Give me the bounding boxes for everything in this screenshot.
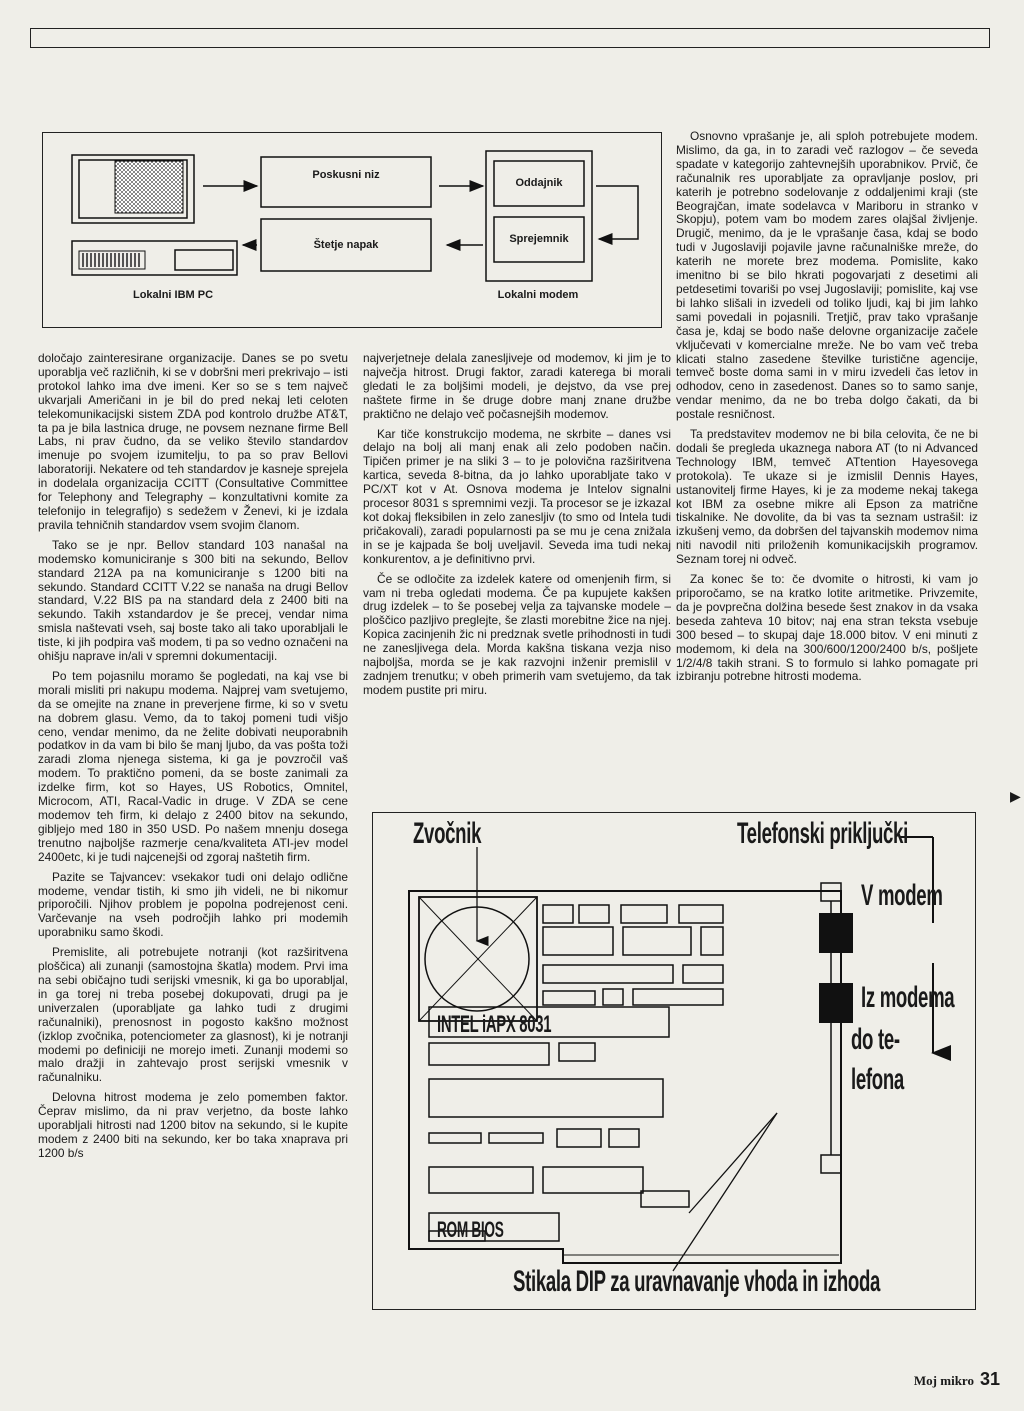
magazine-name: Moj mikro xyxy=(913,1373,974,1388)
paragraph: določajo zainteresirane organizacije. Danes se po svetu uporablja več različnih, ki se v dobršni meri prekrivajo – isti protokol lahko ima dve imeni. Ker so se s tem največ ukvarjali Američani in je bil do pred nekaj leti celoten telekomunikacijski sistem ZDA pod kontrolo družbe AT&T, ta pa je bila lastnica druge, ne povsem neznane firme Bell Labs, ni prav čudno, da se veliko število standardov imenuje po svojem izumitelju, to pa so prav Bellovi laboratoriji. Nekatere od teh standardov je kasneje sprejela in dodelala organizacija CCITT (Consultative Committee for Telephony and Telegraphy – konzultativni komite za telefonijo in telegrafijo) s sedežem v Ženevi, ki je izdala pravila tehničnih standardov vsem svojim članom. xyxy=(38,351,348,532)
error-counter-label: Štetje napak xyxy=(313,239,379,251)
paragraph: Če se odločite za izdelek katere od omenjenih firm, si vam ni treba ogledati modema. Če pa kupujete kakšen drug izdelek – to še posebej velja za tajvanske modele – ploščico pazljivo preglejte, še zlasti morebitne žice na njej. Kopica zacinjenih žic ni predznak svetle prihodnosti in tudi ne zanesljivega dela. Morda kakšna tiskana vezja niso najboljša, morda se je kak razvojni inženir premislil v zadnjem trenutku; v obeh primerih vam svetujemo, da tak modem pustite pri miru. xyxy=(363,571,671,697)
page-number: 31 xyxy=(979,1369,1000,1389)
test-loop-label: Poskusni niz xyxy=(312,169,380,181)
cpu-chip-label: INTEL iAPX 8031 xyxy=(437,1011,552,1038)
paragraph: Po tem pojasnilu moramo še pogledati, na kaj vse bi morali misliti pri nakupu modema. Najprej vam svetujemo, da se omejite na znane in preverjene firme, ki so v svetu na dobrem glasu. Vemo, da to takoj pomeni tudi višjo ceno, vendar menimo, da ne želite dobivati neuporabnih podatkov in da vam bi bilo še manj ljubo, da vas pošta toži zaradi zloma njenega sistema, ki ga je povzročil vaš modem. To praktično pomeni, da se boste zanimali za izdelke firm, kot so Hayes, US Robotics, Omnitel, Microcom, ATI, Racal-Vadic in druge. V ZDA se cene modemov teh firm, ki delajo z 2400 bitov na sekundo, gibljejo med 180 in 350 USD. Po našem mnenju dosega trenutno najboljše razmerje cena/kvaliteta ATI-jev model 2400etc, ki je tudi najcenejši od zgoraj naštetih firm. xyxy=(38,668,348,864)
from-modem-label-line2: do te- xyxy=(851,1023,900,1056)
paragraph: Osnovno vprašanje je, ali sploh potrebujete modem. Mislimo, da ga, in to zaradi več razlogov – če seveda spadate v kategorijo zahtevnejših uporabnikov. Prvič, če računalnik res uporabljate za opravljanje poslov, pri katerih je potrebno sodelovanje z oddaljenimi kraji (ste Beograjčan, imate sodelavca v Mariboru in stranko v Skopju), potem vam bo modem zares olajšal življenje. Drugič, menimo, da je le vprašanje časa, kdaj se bodo tudi v Jugoslaviji pojavile javne računalniške mreže, do katerih ne morete brez modema. Pomislite, kako imenitno bi se bilo hkrati pogovarjati z desetimi ali petdesetimi tovariši po vsej Jugoslaviji; pomislite, kaj vse bi lahko slišali in izvedeli od toliko ljudi, kaj bi jim lahko sami povedali in pojasnili. Tretjič, prav tako vprašanje časa je, kdaj se bodo naše delovne organizacije začele vključevati v komercialne mreže. Ne bo vam več treba klicati stalno zasedene številke turistične agencije, temveč boste doma sami in v miru izvedeli čas letov in odhodov, ceno in zasedenost. Danes so to samo sanje, vendar menimo, da ne bo treba dolgo čakati, da bi postale resničnost. xyxy=(676,129,978,422)
speaker-label: Zvočnik xyxy=(413,817,482,850)
page-footer xyxy=(914,1369,1000,1390)
paragraph: Kar tiče konstrukcijo modema, ne skrbite – danes vsi delajo na bolj ali manj enak ali zelo podoben način. Tipičen primer je na sliki 3 – to je polovična razširitvena kartica, seveda 8-bitna, da jo lahko uporabljate tako v PC/XT kot v At. Osnova modema je Intelov signalni procesor 8031 s spremnimi vezji. Ta procesor se je izkazal kot dokaj fleksibilen in zelo zanesljiv (to smo od Intela tudi pričakovali), zaradi popularnosti pa se mu je cena znižala in se je kajpada še bolj uveljavil. Seveda ima tudi nekaj konkurentov, a je definitivno prvi. xyxy=(363,426,671,566)
local-pc-caption: Lokalni IBM PC xyxy=(132,289,214,301)
paragraph: Pazite se Tajvancev: vsekakor tudi oni delajo odlične modeme, vendar tistih, ki smo jih videli, ne bi nikomur priporočili. Njihov problem je popolna podrejenost ceni. Varčevanje na vseh področjih lahko pri modemih uporabniku samo škodi. xyxy=(38,869,348,940)
article-column-2 xyxy=(363,352,671,704)
paragraph: Premislite, ali potrebujete notranji (kot razširitvena ploščica) ali zunanji (samostojna škatla) modem. Prvi ima na sebi običajno tudi serijski vmesnik, ki ga bo uporabljal, in ga torej ni treba posebej dokupovati, drugi pa je univerzalen (uporabljate ga lahko tudi z drugimi računalniki), prenosnost in pogosto kakšno možnost (izklop zvočnika, potenciometer za glasnost), ki je notranji modemi po definiciji ne morejo imeti. Zunanji modemi so malo dražji in zahtevajo prost serijski vmesnik v računalniku. xyxy=(38,945,348,1085)
paragraph: najverjetneje delala zanesljiveje od modemov, ki jim je to največja hitrost. Drugi faktor, zaradi katerega bi morali gledati le za boljšimi modeli, je dejstvo, da vse prej naštete firme in še druge dobre manj znane družbe praktično ne delajo več počasnejših modemov. xyxy=(363,351,671,421)
paragraph: Tako se je npr. Bellov standard 103 nanašal na modemsko komuniciranje s 300 biti na sekundo, Bellov standard 212A pa na komuniciranje s 1200 biti na sekundo. Standard CCITT V.22 se nanaša na drugi Bellov standard, V.22 BIS pa na standard dela z 2400 biti na sekundo. Takih xstandardov je še precej, vendar nima smisla naštevati vseh, saj boste tako ali tako uporabljali le tiste, ki jih podpira vaš modem, ti pa so vedno označeni na ohišju naprave in/ali v spremni dokumentaciji. xyxy=(38,537,348,664)
paragraph: Za konec še to: če dvomite o hitrosti, ki vam jo priporočamo, se na kratko lotite aritmetike. Privzemite, da je povprečna dolžina besede šest znakov in da vsaka beseda zahteva 10 bitov; naj ena stran teksta vsebuje 300 besed – to skupaj daje 18.000 bitov. V eni minuti z modemom, ki dela na 300/600/1200/2400 b/s, pošljete 1/2/4/8 takih strani. S to formulo si lahko pomagate pri izbiranju potrebne hitrosti modema. xyxy=(676,572,978,684)
paragraph: Delovna hitrost modema je zelo pomemben faktor. Čeprav mislimo, da ni prav verjetno, da boste lahko uporabljali hitrosti nad 1200 bitov na sekundo, si le kupite modem z 2400 biti na sekundo, ker bo taka xnaprava pri 1200 b/s xyxy=(38,1090,348,1160)
page-header-frame xyxy=(30,28,990,48)
rom-bios-label: ROM BIOS xyxy=(437,1217,504,1242)
paragraph: Ta predstavitev modemov ne bi bila celovita, če ne bi dodali še pregleda ukaznega nabora AT (to ni Advanced Technology IBM, temveč ATtention Hayesovega protokola). Te ukaze si je izmislil Dennis Hayes, ustanovitelj firme Hayes, ki je za modeme nekaj takega kot IBM za osebne mikre ali Epson za matrične tiskalnike. Ne dovolite, da bi vas ta seznam ustrašil: iz izkušenj vemo, da dobršen del tajvanskih modemov nima niti navodil niti priloženih komunikacijskih programov. Seznam torej ni odveč. xyxy=(676,427,978,567)
article-column-1 xyxy=(38,352,348,1167)
dip-switches-caption: Stikala DIP za uravnavanje vhoda in izhoda xyxy=(513,1265,881,1298)
article-column-3 xyxy=(676,130,978,690)
receiver-label: Sprejemnik xyxy=(509,233,569,245)
continue-arrow-icon: ▶ xyxy=(1010,788,1021,804)
from-modem-label-line3: lefona xyxy=(851,1063,904,1096)
local-modem-caption: Lokalni modem xyxy=(497,289,579,301)
to-modem-label: V modem xyxy=(861,879,943,912)
modem-card-diagram xyxy=(372,812,976,1310)
loopback-test-diagram xyxy=(42,132,662,328)
phone-jacks-label: Telefonski priključki xyxy=(737,817,908,850)
transmitter-label: Oddajnik xyxy=(515,177,563,189)
from-modem-label-line1: Iz modema xyxy=(861,981,955,1014)
